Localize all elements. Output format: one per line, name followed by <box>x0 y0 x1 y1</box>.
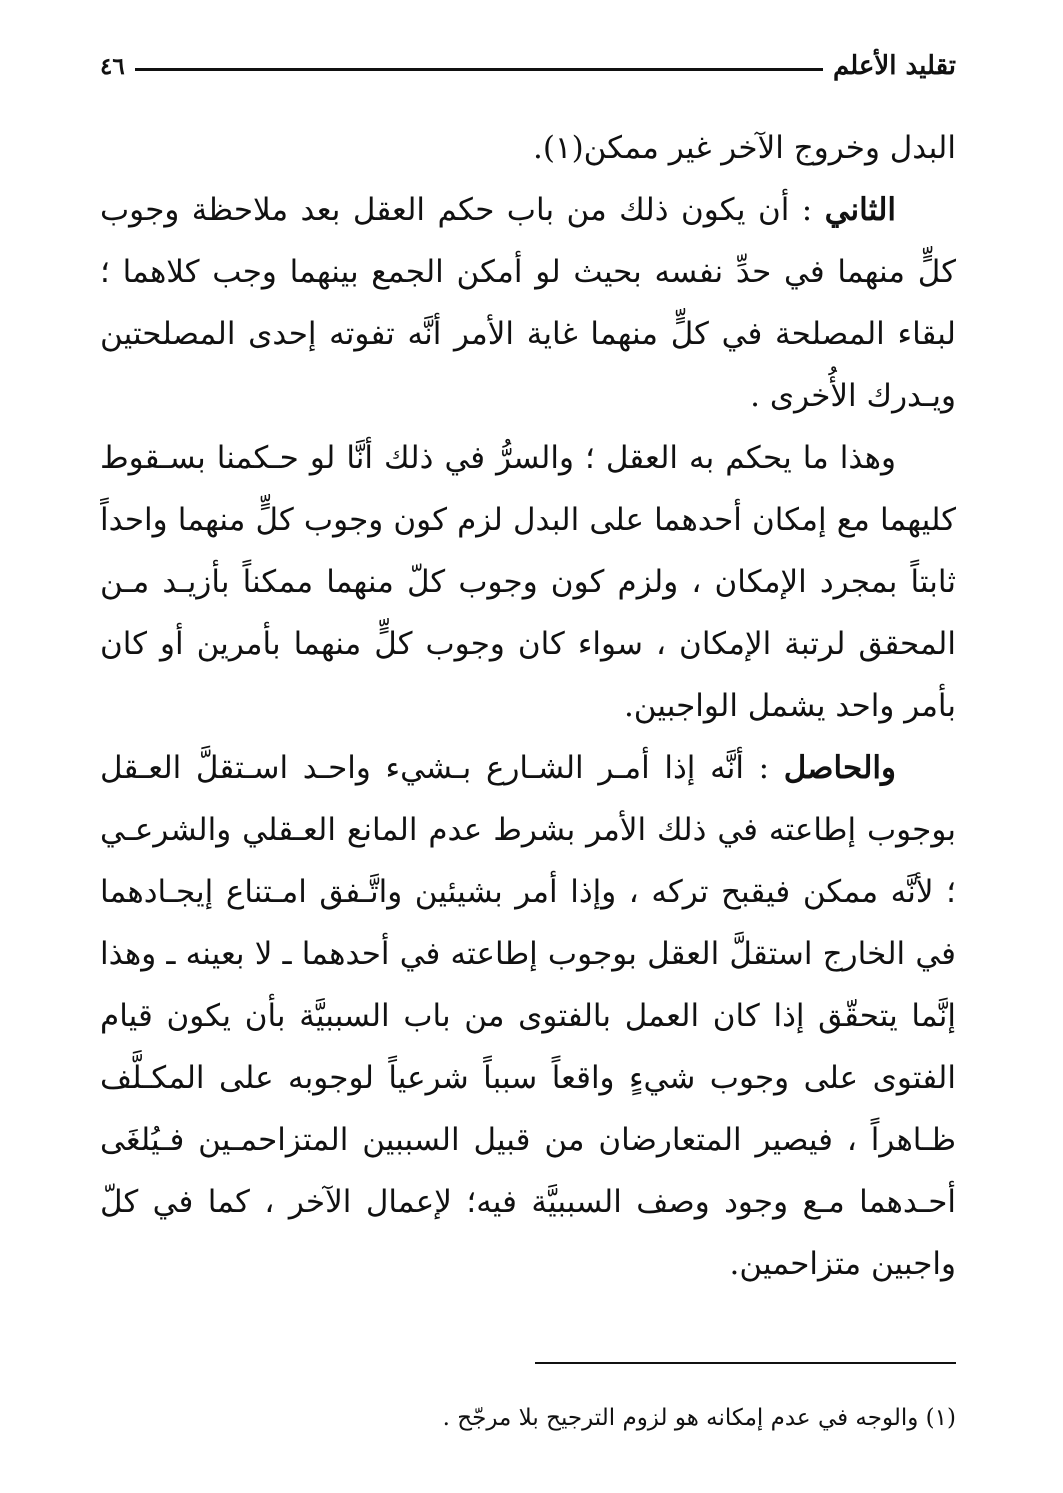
paragraph-conclusion <box>100 737 956 1295</box>
main-text <box>100 117 956 1327</box>
continuation-text: البدل وخروج الآخر غير ممكن(١). <box>532 130 956 166</box>
footnote <box>100 1402 956 1434</box>
paragraph-continuation <box>100 117 956 179</box>
running-header <box>100 44 956 88</box>
header-rule <box>135 68 823 71</box>
paragraph-reasoning <box>100 427 956 737</box>
conclusion-text: : أنَّه إذا أمـر الشـارع بـشيء واحـد اسـتقلَّ العـقل بوجوب إطاعته في ذلك الأمر بشرط عدم المانع العـقلي والشرعـي ؛ لأنَّه ممكن فيقبح تركه ، وإذا أمر بشيئين واتَّـفق امـتناع إيجـادهما في الخارج استقلَّ العقل بوجوب إطاعته في أحدهما ـ لا بعينه ـ وهذا إنَّما يتحقّق إذا كان العمل بالفتوى من باب السببيَّة بأن يكون قيام الفتوى على وجوب شيءٍ واقعاً سبباً شرعياً لوجوبه على المكـلَّف ظـاهراً ، فيصير المتعارضان من قبيل السببين المتزاحمـين فـيُلغَى أحـدهما مـع وجود وصف السببيَّة فيه؛ لإعمال الآخر ، كما في كلّ واجبين متزاحمين. <box>100 750 956 1282</box>
paragraph-second-view <box>100 179 956 427</box>
footnote-text: (١) والوجه في عدم إمكانه هو لزوم الترجيح بلا مرجّح . <box>442 1405 956 1431</box>
second-view-text: : أن يكون ذلك من باب حكم العقل بعد ملاحظة وجوب كلٍّ منهما في حدِّ نفسه بحيث لو أمكن الجمع بينهما وجب كلاهما ؛ لبقاء المصلحة في كلٍّ منهما غاية الأمر أنَّه تفوته إحدى المصلحتين ويـدرك الأُخرى . <box>100 192 956 414</box>
conclusion-lead: والحاصل <box>783 750 896 786</box>
reasoning-text: وهذا ما يحكم به العقل ؛ والسرُّ في ذلك أنَّا لو حـكمنا بسـقوط كليهما مع إمكان أحدهما على البدل لزم كون وجوب كلٍّ منهما واحداً ثابتاً بمجرد الإمكان ، ولزم كون وجوب كلّ منهما ممكناً بأزيـد مـن المحقق لرتبة الإمكان ، سواء كان وجوب كلٍّ منهما بأمرين أو كان بأمر واحد يشمل الواجبين. <box>100 440 956 724</box>
second-view-lead: الثاني <box>824 192 896 228</box>
running-title: تقليد الأعلم <box>832 51 956 81</box>
page-number: ٤٦ <box>100 52 125 80</box>
footnote-separator <box>535 1362 956 1364</box>
